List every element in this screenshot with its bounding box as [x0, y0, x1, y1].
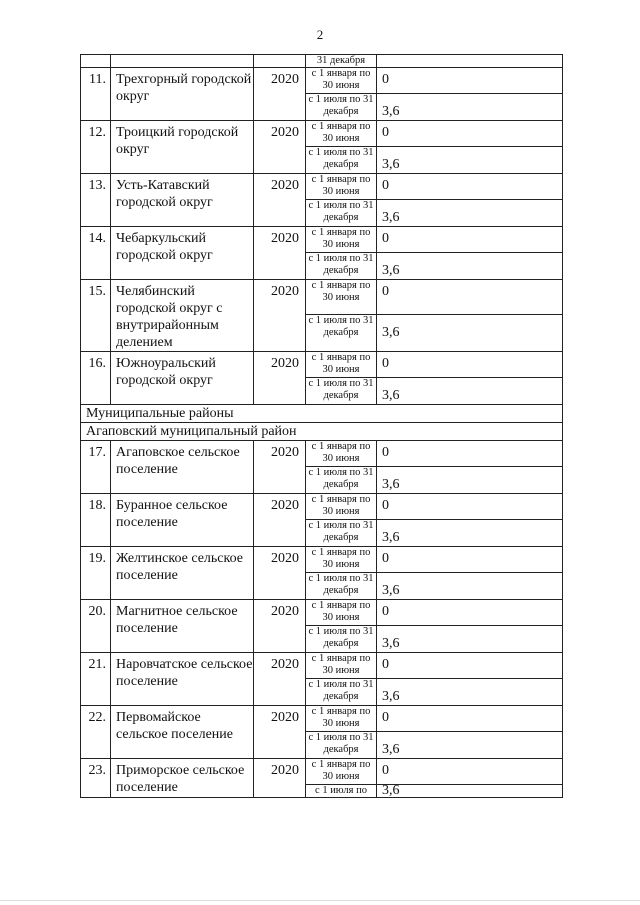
- table-row: [81, 174, 563, 200]
- period-cell: с 1 января по 30 июня: [306, 706, 377, 732]
- period-cell: с 1 июля по 31 декабря: [306, 732, 377, 759]
- row-number: 14.: [81, 227, 111, 280]
- period-cell: с 1 июля по 31 декабря: [306, 253, 377, 280]
- year-cell: 2020: [254, 759, 306, 798]
- rate-cell: 3,6: [377, 200, 563, 227]
- subsection-heading: [81, 423, 563, 441]
- year-cell: 2020: [254, 547, 306, 600]
- section-heading: [81, 405, 563, 423]
- municipality-name: Наровчатское сельское поселение: [111, 653, 254, 706]
- period-cell: с 1 января по 30 июня: [306, 759, 377, 785]
- row-number: 11.: [81, 68, 111, 121]
- table-row: [81, 547, 563, 573]
- table-row: [81, 706, 563, 732]
- rate-cell: 3,6: [377, 94, 563, 121]
- table-row: [81, 352, 563, 378]
- period-cell: с 1 января по 30 июня: [306, 600, 377, 626]
- year-cell: 2020: [254, 441, 306, 494]
- year-cell: 2020: [254, 174, 306, 227]
- year-cell: 2020: [254, 68, 306, 121]
- period-cell: с 1 июля по 31 декабря: [306, 94, 377, 121]
- period-cell: с 1 января по 30 июня: [306, 68, 377, 94]
- municipality-name: Первомайское сельское поселение: [111, 706, 254, 759]
- municipality-name: Трехгорный городской округ: [111, 68, 254, 121]
- rate-cell: 3,6: [377, 378, 563, 405]
- municipality-name: Желтинское сельское поселение: [111, 547, 254, 600]
- table-row: [81, 227, 563, 253]
- year-cell: 2020: [254, 280, 306, 352]
- rate-cell: 3,6: [377, 785, 563, 798]
- period-cell: с 1 января по 30 июня: [306, 121, 377, 147]
- subsection-heading-title: Агаповский муниципальный район: [81, 423, 563, 441]
- table-row: [81, 494, 563, 520]
- period-cell: с 1 января по 30 июня: [306, 653, 377, 679]
- municipality-name: Усть-Катавский городской округ: [111, 174, 254, 227]
- municipality-name: Челябинский городской округ с внутрирайонным делением: [111, 280, 254, 352]
- period-cell: с 1 января по 30 июня: [306, 441, 377, 467]
- section-heading-title: Муниципальные районы: [81, 405, 563, 423]
- period-cell: с 1 июля по 31 декабря: [306, 378, 377, 405]
- year-cell: 2020: [254, 121, 306, 174]
- tax-rate-table: [80, 54, 563, 798]
- table-row: [81, 653, 563, 679]
- row-number: 12.: [81, 121, 111, 174]
- period-cell: с 1 июля по 31 декабря: [306, 520, 377, 547]
- period-cell: с 1 июля по 31 декабря: [306, 679, 377, 706]
- page-edge-rule: [0, 900, 640, 901]
- municipality-name: Южноуральский городской округ: [111, 352, 254, 405]
- table-row: [81, 441, 563, 467]
- row-number: 22.: [81, 706, 111, 759]
- rate-cell: 0: [377, 174, 563, 200]
- rate-cell: 3,6: [377, 732, 563, 759]
- rate-cell: 0: [377, 759, 563, 785]
- rate-cell: 3,6: [377, 520, 563, 547]
- period-cell: с 1 июля по: [306, 785, 377, 798]
- municipality-name: Троицкий городской округ: [111, 121, 254, 174]
- municipality-name: Чебаркульский городской округ: [111, 227, 254, 280]
- rate-cell: 0: [377, 441, 563, 467]
- row-number: 18.: [81, 494, 111, 547]
- row-number: 19.: [81, 547, 111, 600]
- table-row-continuation: [81, 55, 563, 68]
- period-cell: с 1 января по 30 июня: [306, 352, 377, 378]
- period-cell: с 1 января по 30 июня: [306, 547, 377, 573]
- table-row: [81, 759, 563, 785]
- rate-cell: 0: [377, 494, 563, 520]
- rate-cell: 0: [377, 600, 563, 626]
- rate-cell: 3,6: [377, 573, 563, 600]
- period-cell: с 1 января по 30 июня: [306, 280, 377, 315]
- period-cell: с 1 июля по 31 декабря: [306, 200, 377, 227]
- year-cell: 2020: [254, 600, 306, 653]
- rate-cell: 3,6: [377, 315, 563, 352]
- year-cell: 2020: [254, 227, 306, 280]
- rate-cell: 0: [377, 352, 563, 378]
- rate-cell: 0: [377, 121, 563, 147]
- row-number: 17.: [81, 441, 111, 494]
- period-cell: с 1 июля по 31 декабря: [306, 626, 377, 653]
- year-cell: 2020: [254, 352, 306, 405]
- row-number: 23.: [81, 759, 111, 798]
- period-cell: с 1 января по 30 июня: [306, 174, 377, 200]
- page-number: 2: [316, 27, 324, 42]
- row-number: 20.: [81, 600, 111, 653]
- rate-cell: 3,6: [377, 626, 563, 653]
- period-cell: с 1 июля по 31 декабря: [306, 467, 377, 494]
- rate-cell: 0: [377, 653, 563, 679]
- row-number: 15.: [81, 280, 111, 352]
- rate-cell: 3,6: [377, 467, 563, 494]
- period-cell: с 1 июля по 31 декабря: [306, 315, 377, 352]
- rate-cell: 0: [377, 547, 563, 573]
- period-cell: с 1 июля по 31 декабря: [306, 573, 377, 600]
- period-cell: с 1 января по 30 июня: [306, 494, 377, 520]
- year-cell: 2020: [254, 494, 306, 547]
- table-row: [81, 600, 563, 626]
- table-row: [81, 68, 563, 94]
- period-cell: 31 декабря: [306, 55, 377, 68]
- municipality-name: Агаповское сельское поселение: [111, 441, 254, 494]
- period-cell: с 1 января по 30 июня: [306, 227, 377, 253]
- rate-cell: 0: [377, 68, 563, 94]
- row-number: 16.: [81, 352, 111, 405]
- year-cell: 2020: [254, 706, 306, 759]
- municipality-name: Магнитное сельское поселение: [111, 600, 254, 653]
- period-cell: с 1 июля по 31 декабря: [306, 147, 377, 174]
- row-number: 13.: [81, 174, 111, 227]
- rate-cell: 0: [377, 706, 563, 732]
- rate-cell: 0: [377, 227, 563, 253]
- row-number: 21.: [81, 653, 111, 706]
- rate-cell: 3,6: [377, 147, 563, 174]
- rate-cell: 3,6: [377, 679, 563, 706]
- rate-cell: 0: [377, 280, 563, 315]
- year-cell: 2020: [254, 653, 306, 706]
- table-row: [81, 280, 563, 315]
- rate-cell: 3,6: [377, 253, 563, 280]
- table-row: [81, 121, 563, 147]
- municipality-name: Приморское сельское поселение: [111, 759, 254, 798]
- municipality-name: Буранное сельское поселение: [111, 494, 254, 547]
